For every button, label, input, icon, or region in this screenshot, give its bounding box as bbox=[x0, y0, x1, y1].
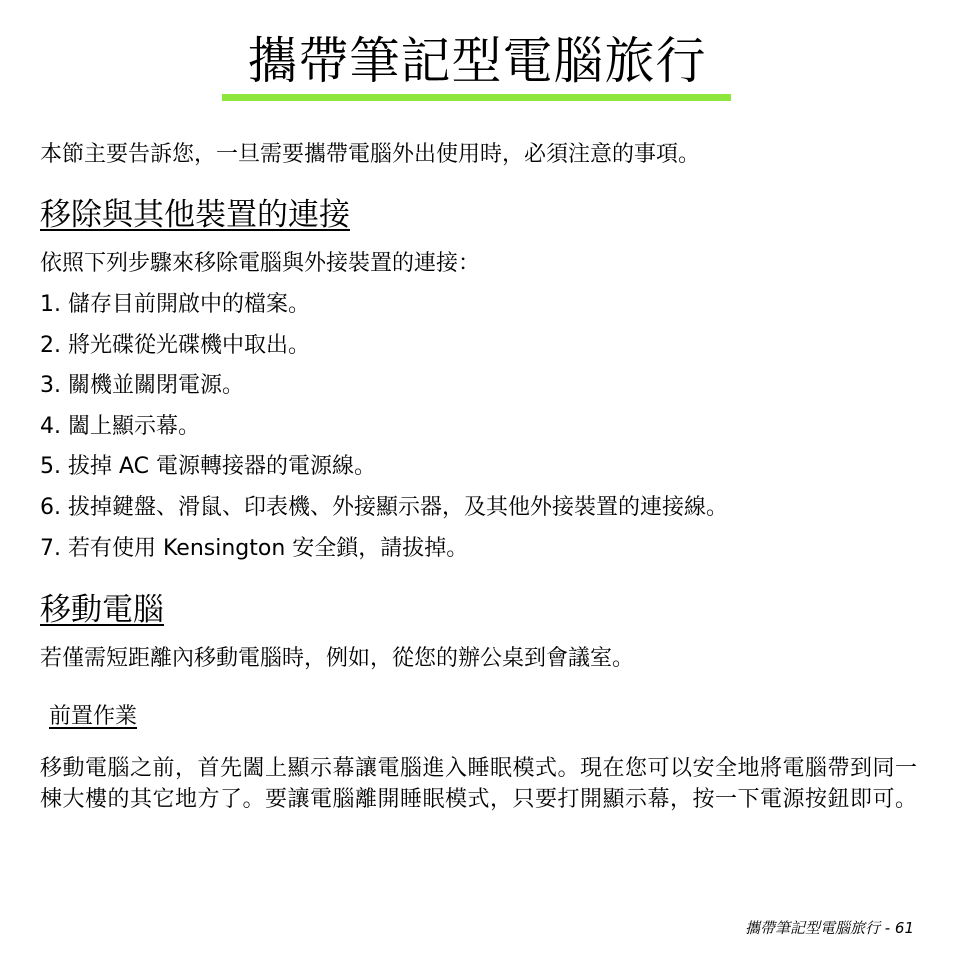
list-item: 7. 若有使用 Kensington 安全鎖，請拔掉。 bbox=[40, 536, 469, 561]
page-number: 61 bbox=[894, 919, 914, 937]
section-lead-disconnect: 依照下列步驟來移除電腦與外接裝置的連接： bbox=[40, 251, 481, 276]
list-item: 5. 拔掉 AC 電源轉接器的電源線。 bbox=[40, 454, 376, 479]
title-underline-bar bbox=[222, 94, 731, 101]
section-lead-moving: 若僅需短距離內移動電腦時，例如，從您的辦公桌到會議室。 bbox=[40, 646, 635, 671]
section-heading-disconnect: 移除與其他裝置的連接 bbox=[40, 197, 350, 233]
page-title: 攜帶筆記型電腦旅行 bbox=[247, 32, 707, 90]
list-item: 3. 關機並關閉電源。 bbox=[40, 373, 244, 398]
page-footer bbox=[745, 918, 914, 938]
footer-text: 攜帶筆記型電腦旅行 - bbox=[744, 919, 891, 937]
list-item: 1. 儲存目前開啟中的檔案。 bbox=[40, 292, 310, 317]
list-item: 6. 拔掉鍵盤、滑鼠、印表機、外接顯示器，及其他外接裝置的連接線。 bbox=[40, 495, 728, 520]
preparation-paragraph: 移動電腦之前，首先闔上顯示幕讓電腦進入睡眠模式。現在您可以安全地將電腦帶到同一棟大樓的其它地方了。要讓電腦離開睡眠模式，只要打開顯示幕，按一下電源按鈕即可。 bbox=[40, 756, 918, 812]
section-heading-moving: 移動電腦 bbox=[40, 592, 164, 628]
list-item: 2. 將光碟從光碟機中取出。 bbox=[40, 333, 310, 358]
list-item: 4. 闔上顯示幕。 bbox=[40, 414, 200, 439]
subsection-heading-preparation: 前置作業 bbox=[49, 704, 138, 729]
intro-text: 本節主要告訴您，一旦需要攜帶電腦外出使用時，必須注意的事項。 bbox=[40, 142, 701, 167]
